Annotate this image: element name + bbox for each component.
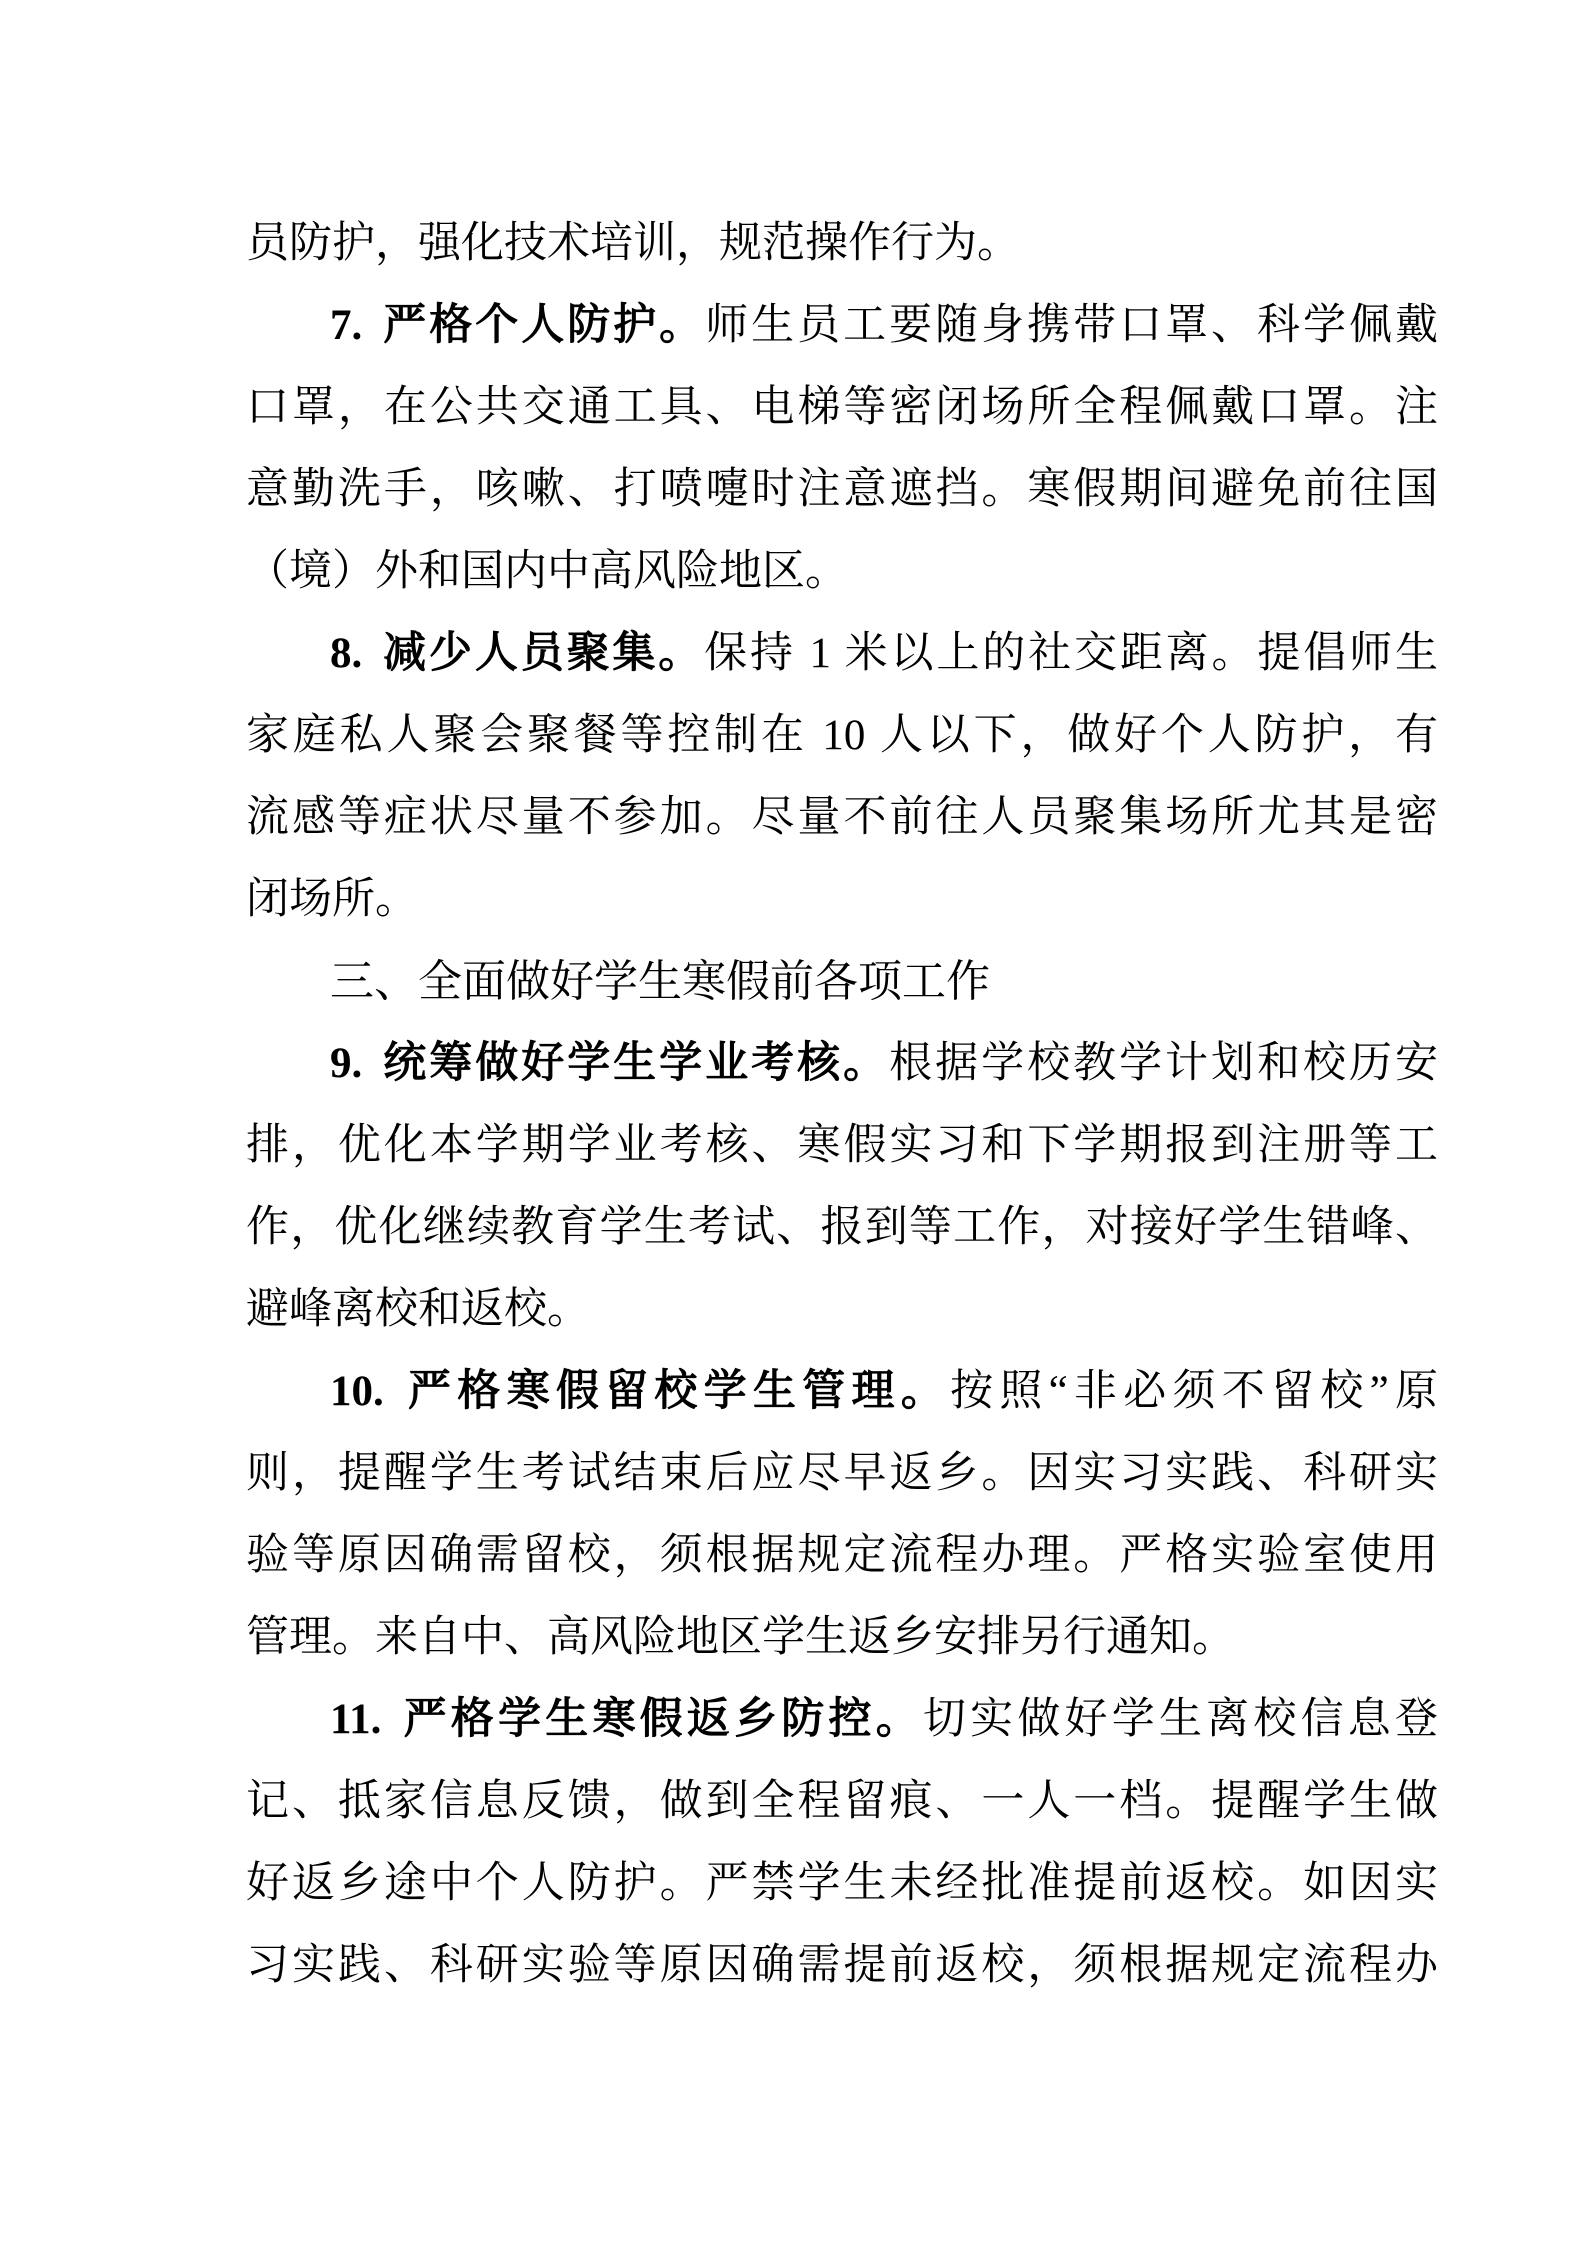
body-text: 按照“非必须不留校”原 [950,1368,1439,1415]
body-text: 家庭私人聚会聚餐等控制在 10 人以下，做好个人防护，有 [246,712,1438,759]
text-line [246,1761,1438,1843]
text-line [246,1679,1438,1761]
text-line [246,695,1438,777]
paragraph-number: 9. [330,1040,363,1087]
paragraph-lead-in: 统筹做好学生学业考核。 [380,1040,890,1087]
body-text: 闭场所。 [246,876,418,923]
body-text: 保持 1 米以上的社交距离。提倡师生 [704,630,1439,677]
body-text: 切实做好学生离校信息登 [922,1696,1439,1743]
body-text: 根据学校教学计划和校历安 [889,1040,1439,1087]
paragraph-number: 7. [330,302,363,349]
text-line [246,1105,1438,1187]
paragraph-number: 11. [330,1696,382,1743]
body-text: 师生员工要随身携带口罩、科学佩戴 [705,302,1439,349]
body-text: 管理。来自中、高风险地区学生返乡安排另行通知。 [246,1614,1235,1661]
paragraph-lead-in: 严格学生寒假返乡防控。 [399,1696,923,1743]
text-line [246,1187,1438,1269]
body-text: 三、全面做好学生寒假前各项工作 [330,956,990,1007]
text-line [246,1023,1438,1105]
paragraph-lead-in: 严格个人防护。 [380,302,706,349]
text-line [246,613,1438,695]
body-text: 则，提醒学生考试结束后应尽早返乡。因实习实践、科研实 [246,1450,1438,1497]
body-text: 口罩，在公共交通工具、电梯等密闭场所全程佩戴口罩。注 [246,384,1438,431]
paragraph-lead-in: 减少人员聚集。 [380,630,705,677]
text-line [246,449,1438,531]
section-heading [246,941,1438,1023]
text-line [246,777,1438,859]
body-text: 员防护，强化技术培训，规范操作行为。 [246,220,1020,267]
body-text: 好返乡途中个人防护。严禁学生未经批准提前返校。如因实 [246,1860,1438,1907]
body-text: 意勤洗手，咳嗽、打喷嚏时注意遮挡。寒假期间避免前往国 [246,466,1438,513]
body-text: 验等原因确需留校，须根据规定流程办理。严格实验室使用 [246,1532,1438,1579]
text-line [246,1269,1438,1351]
body-text: 作，优化继续教育学生考试、报到等工作，对接好学生错峰、 [246,1204,1438,1251]
paragraph-number: 10. [330,1368,384,1415]
document-content [246,203,1438,2007]
text-line [246,203,1438,285]
body-text: 避峰离校和返校。 [246,1286,590,1333]
text-line [246,367,1438,449]
body-text: 流感等症状尽量不参加。尽量不前往人员聚集场所尤其是密 [246,794,1438,841]
body-text: 排，优化本学期学业考核、寒假实习和下学期报到注册等工 [246,1122,1438,1169]
paragraph-lead-in: 严格寒假留校学生管理。 [401,1368,951,1415]
text-line [246,1433,1438,1515]
text-line [246,285,1438,367]
text-line [246,1515,1438,1597]
text-line [246,1843,1438,1925]
text-line [246,859,1438,941]
paragraph-number: 8. [330,630,363,677]
body-text: 习实践、科研实验等原因确需提前返校，须根据规定流程办 [246,1942,1438,1989]
text-line [246,1925,1438,2007]
body-text: （境）外和国内中高风险地区。 [246,548,848,595]
text-line [246,531,1438,613]
body-text: 记、抵家信息反馈，做到全程留痕、一人一档。提醒学生做 [246,1778,1438,1825]
text-line [246,1597,1438,1679]
text-line [246,1351,1438,1433]
